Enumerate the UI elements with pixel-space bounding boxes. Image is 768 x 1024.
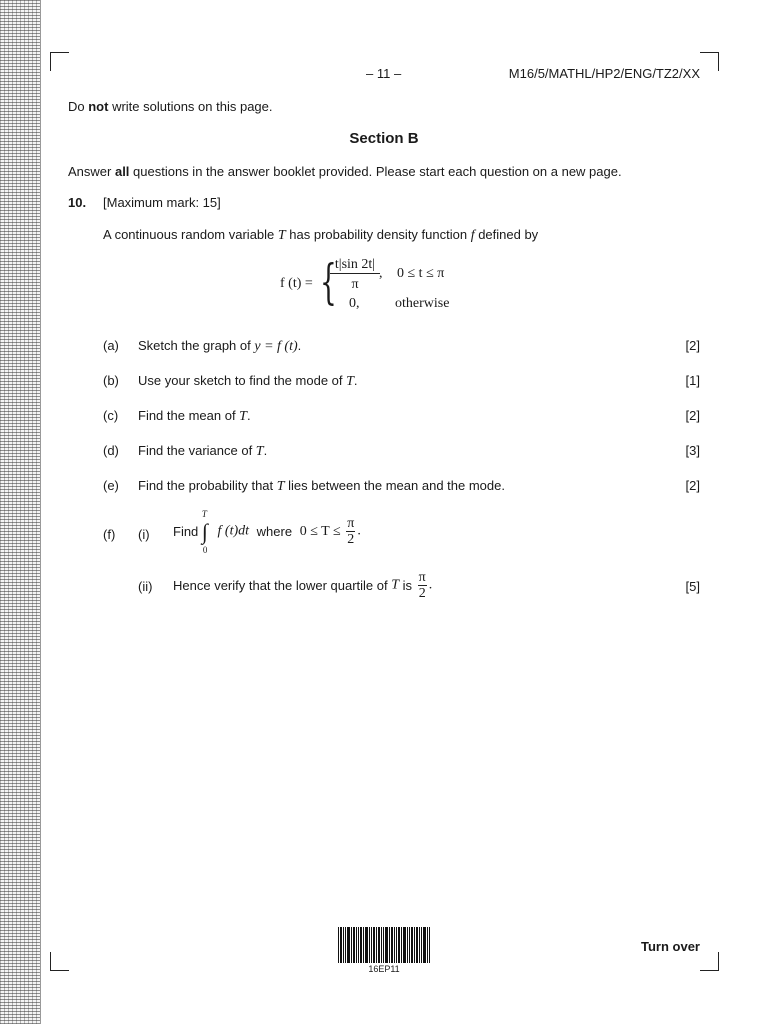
integral-symbol: T ∫ 0 xyxy=(201,508,208,555)
case2-value: 0, xyxy=(349,296,360,311)
turn-over-label: Turn over xyxy=(641,939,700,954)
part-c-marks: [2] xyxy=(685,408,700,423)
part-f-ii-label: (ii) xyxy=(138,579,153,594)
part-f-marks: [5] xyxy=(685,579,700,594)
crop-mark-bottom-left xyxy=(50,952,69,971)
crop-mark-top-right xyxy=(700,52,719,71)
part-f-i-fraction: $\frac{\pi}{2}$ xyxy=(347,516,355,547)
case1-comma: , xyxy=(379,266,383,281)
case1-numerator: t|sin 2t| xyxy=(330,256,380,274)
page-number: – 11 – xyxy=(366,66,402,81)
section-title: Section B xyxy=(349,130,419,147)
part-c-text: Find the mean of T. xyxy=(138,408,251,424)
part-a-marks: [2] xyxy=(685,338,700,353)
case1-denominator: π xyxy=(351,277,359,292)
question-stem: A continuous random variable T has probability density function f defined by xyxy=(103,227,539,243)
part-d-marks: [3] xyxy=(685,443,700,458)
instructions-text: Answer all questions in the answer booklet provided. Please start each question on a new page. xyxy=(68,164,622,179)
paper-code: M16/5/MATHL/HP2/ENG/TZ2/XX xyxy=(508,66,700,81)
part-b-text: Use your sketch to find the mode of T. xyxy=(138,373,358,389)
part-f-i-label: (i) xyxy=(138,527,150,542)
part-a-label: (a) xyxy=(103,338,119,353)
question-number: 10. xyxy=(68,195,87,210)
part-f-ii-fraction: $\frac{\pi}{2}$ xyxy=(418,570,426,601)
part-f-label: (f) xyxy=(103,527,116,542)
part-c-label: (c) xyxy=(103,408,119,423)
max-mark: [Maximum mark: 15] xyxy=(103,195,221,210)
part-a-text: Sketch the graph of y = f (t). xyxy=(138,338,302,354)
part-b-label: (b) xyxy=(103,373,119,388)
crop-mark-bottom-right xyxy=(700,952,719,971)
part-d-text: Find the variance of T. xyxy=(138,443,268,459)
part-b-marks: [1] xyxy=(685,373,700,388)
barcode xyxy=(338,927,430,963)
part-d-label: (d) xyxy=(103,443,119,458)
part-f-i-text: Find T ∫ 0 f (t)dt where 0 ≤ T ≤ $\frac{\pi}{2}$ . xyxy=(173,508,361,555)
barcode-text: 16EP11 xyxy=(368,964,400,974)
part-e-marks: [2] xyxy=(685,478,700,493)
part-e-text: Find the probability that T lies between the mean and the mode. xyxy=(138,478,505,494)
case1-condition: 0 ≤ t ≤ π xyxy=(397,266,445,281)
part-f-ii-text: Hence verify that the lower quartile of T is $\frac{\pi}{2}$ . xyxy=(173,570,433,601)
function-lhs: f (t) = xyxy=(280,276,313,291)
notice-text: Do not write solutions on this page. xyxy=(68,99,273,114)
perforation-strip xyxy=(0,0,41,1024)
crop-mark-top-left xyxy=(50,52,69,71)
part-e-label: (e) xyxy=(103,478,119,493)
case1-fraction xyxy=(330,256,380,293)
brace-symbol: { xyxy=(320,254,337,310)
case2-condition: otherwise xyxy=(395,296,450,311)
